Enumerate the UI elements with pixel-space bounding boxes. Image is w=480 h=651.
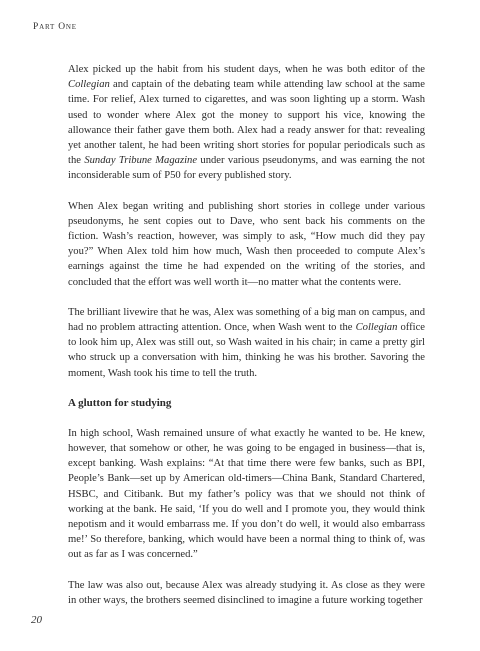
paragraph-4: In high school, Wash remained unsure of what exactly he wanted to be. He knew, however, that somehow or other, he was going to be engaged in business—that is, except banking. Wash explains: “At that time there were few banks, such as BPI, People’s Bank—set up by American old-timers—China Bank, Standard Chartered, HSBC, and Citibank. But my father’s policy was that we should not think of working at the bank. He said, ‘If you do well and I promote you, they would think nepotism and it would embarrass me. If you don’t do well, it would also embarrass me!’ So therefore, banking, which would have been a normal thing to think of, was out as far as I was concerned.” [68, 427, 425, 561]
page-number: 20 [31, 614, 42, 626]
paragraph-1: Alex picked up the habit from his student days, when he was both editor of the Collegian and captain of the debating team while attending law school at the same time. For relief, Alex turned to cigarettes, and was soon lighting up a storm. Wash used to wonder where Alex got the money to support his vice, knowing the allowance their father gave them both. Alex had a ready answer for that: revealing yet another talent, he had been writing short stories for popular periodicals such as the Sunday Tribune Magazine under various pseudonyms, and was earning the not inconsiderable sum of P50 for every published story. [68, 64, 425, 182]
paragraph-5: The law was also out, because Alex was already studying it. As close as they were in other ways, the brothers seemed disinclined to imagine a future working together [68, 579, 425, 606]
section-heading: A glutton for studying [68, 396, 172, 409]
running-head: Part One [33, 22, 77, 32]
paragraph-2: When Alex began writing and publishing short stories in college under various pseudonyms, he sent copies out to Dave, who sent back his comments on the fiction. Wash’s reaction, however, was simply to ask, “How much did they pay you?” When Alex told him how much, Wash then proceeded to compute Alex’s earnings against the time he had expended on the writing of the stories, and concluded that the effort was well worth it—no matter what the contents were. [68, 200, 425, 288]
page-body [68, 62, 425, 623]
paragraph-3: The brilliant livewire that he was, Alex was something of a big man on campus, and had no problem attracting attention. Once, when Wash went to the Collegian office to look him up, Alex was still out, so Wash waited in his chair; in came a pretty girl who struck up a conversation with him, thinking he was his brother. Savoring the moment, Wash took his time to tell the truth. [68, 306, 425, 379]
